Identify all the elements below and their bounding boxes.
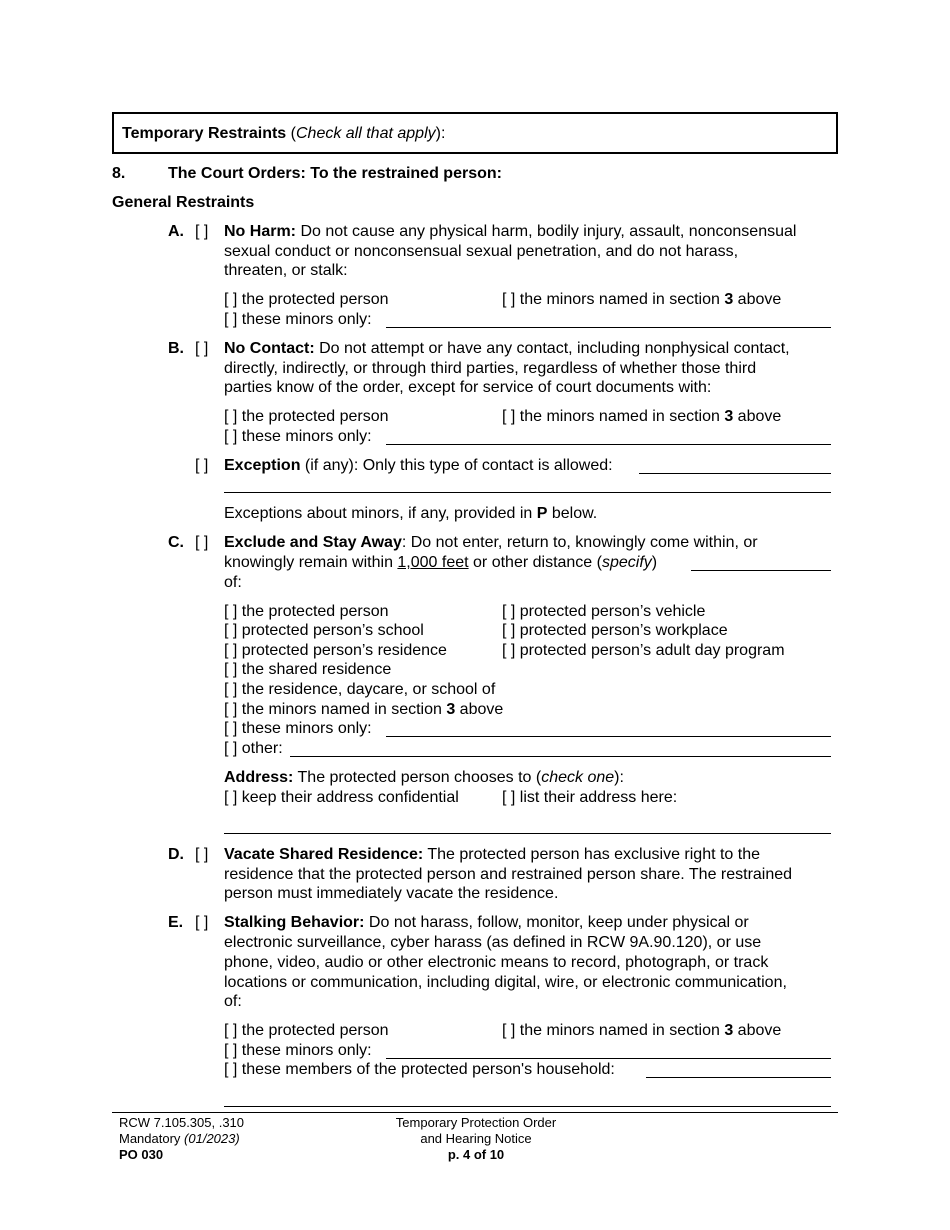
exclude-option-minors-section[interactable]: [ ] the minors named in section 3 above [224, 701, 504, 718]
no-contact-option-minors-section[interactable]: [ ] the minors named in section 3 above [502, 408, 782, 425]
address-field[interactable] [224, 833, 831, 834]
footer-rcw: RCW 7.105.305, .310 [119, 1115, 245, 1130]
exclude-option-shared-residence[interactable]: [ ] the shared residence [224, 661, 392, 678]
section-title: The Court Orders: To the restrained person: [168, 165, 502, 182]
no-harm-minors-field[interactable] [386, 327, 831, 328]
other-distance-field[interactable] [691, 570, 831, 571]
general-restraints-heading: General Restraints [112, 194, 255, 211]
stalking-text-5: of: [224, 993, 242, 1010]
address-text: Address: The protected person chooses to (check one): [224, 769, 624, 786]
temporary-restraints-heading: Temporary Restraints (Check all that apply): [122, 125, 446, 142]
footer-form-number: PO 030 [119, 1147, 164, 1162]
no-contact-option-protected-person[interactable]: [ ] the protected person [224, 408, 389, 425]
checkbox-vacate-residence[interactable]: [ ] [195, 846, 209, 863]
exclude-option-workplace[interactable]: [ ] protected person’s workplace [502, 622, 728, 639]
temporary-restraints-box [112, 112, 838, 154]
footer-title-1: Temporary Protection Order [395, 1115, 557, 1130]
item-letter-e: E. [168, 914, 184, 931]
stalking-household-field-line-2[interactable] [224, 1106, 831, 1107]
exclude-other-field[interactable] [290, 756, 831, 757]
exceptions-minors-note: Exceptions about minors, if any, provided in P below. [224, 505, 598, 522]
stalking-text-2: electronic surveillance, cyber harass (as defined in RCW 9A.90.120), or use [224, 934, 762, 951]
no-harm-text-3: threaten, or stalk: [224, 262, 348, 279]
footer-divider [112, 1112, 838, 1113]
stalking-household-field[interactable] [646, 1077, 831, 1078]
stalking-text-4: locations or communication, including digital, wire, or electronic communication, [224, 974, 787, 991]
no-contact-minors-field[interactable] [386, 444, 831, 445]
exception-field[interactable] [639, 473, 831, 474]
exclude-option-vehicle[interactable]: [ ] protected person’s vehicle [502, 603, 706, 620]
exception-field-line-2[interactable] [224, 492, 831, 493]
exclude-option-residence-daycare-school[interactable]: [ ] the residence, daycare, or school of [224, 681, 496, 698]
no-contact-text-3: parties know of the order, except for service of court documents with: [224, 379, 712, 396]
checkbox-exception[interactable]: [ ] [195, 457, 209, 474]
exception-text: Exception (if any): Only this type of contact is allowed: [224, 457, 613, 474]
exclude-option-these-minors[interactable]: [ ] these minors only: [224, 720, 372, 737]
exclude-option-adult-day-program[interactable]: [ ] protected person’s adult day program [502, 642, 785, 659]
no-contact-text-2: directly, indirectly, or through third parties, regardless of whether those third [224, 360, 757, 377]
stalking-option-household-members[interactable]: [ ] these members of the protected person's household: [224, 1061, 615, 1078]
exclude-minors-field[interactable] [386, 736, 831, 737]
no-harm-text-2: sexual conduct or nonconsensual sexual penetration, and do not harass, [224, 243, 739, 260]
checkbox-no-contact[interactable]: [ ] [195, 340, 209, 357]
checkbox-no-harm[interactable]: [ ] [195, 223, 209, 240]
stalking-option-these-minors[interactable]: [ ] these minors only: [224, 1042, 372, 1059]
vacate-text-3: person must immediately vacate the residence. [224, 885, 559, 902]
checkbox-exclude-stay-away[interactable]: [ ] [195, 534, 209, 551]
footer-title-2: and Hearing Notice [420, 1131, 532, 1146]
item-letter-c: C. [168, 534, 184, 551]
footer-mandatory: Mandatory (01/2023) [119, 1131, 240, 1146]
address-option-list[interactable]: [ ] list their address here: [502, 789, 678, 806]
vacate-text: Vacate Shared Residence: The protected person has exclusive right to the [224, 846, 761, 863]
stalking-text-3: phone, video, audio or other electronic means to record, photograph, or track [224, 954, 769, 971]
stalking-option-minors-section[interactable]: [ ] the minors named in section 3 above [502, 1022, 782, 1039]
exclude-text-2: knowingly remain within 1,000 feet or other distance (specify) [224, 554, 658, 571]
address-option-confidential[interactable]: [ ] keep their address confidential [224, 789, 459, 806]
exclude-option-protected-person[interactable]: [ ] the protected person [224, 603, 389, 620]
no-harm-option-protected-person[interactable]: [ ] the protected person [224, 291, 389, 308]
footer-page-number: p. 4 of 10 [447, 1147, 505, 1162]
no-contact-option-these-minors[interactable]: [ ] these minors only: [224, 428, 372, 445]
item-letter-a: A. [168, 223, 184, 240]
vacate-text-2: residence that the protected person and restrained person share. The restrained [224, 866, 793, 883]
stalking-option-protected-person[interactable]: [ ] the protected person [224, 1022, 389, 1039]
no-harm-option-these-minors[interactable]: [ ] these minors only: [224, 311, 372, 328]
stalking-text: Stalking Behavior: Do not harass, follow, monitor, keep under physical or [224, 914, 749, 931]
exclude-option-residence[interactable]: [ ] protected person’s residence [224, 642, 447, 659]
no-harm-text: No Harm: Do not cause any physical harm, bodily injury, assault, nonconsensual [224, 223, 797, 240]
exclude-text: Exclude and Stay Away: Do not enter, return to, knowingly come within, or [224, 534, 758, 551]
checkbox-stalking-behavior[interactable]: [ ] [195, 914, 209, 931]
exclude-text-3: of: [224, 574, 242, 591]
stalking-minors-field[interactable] [386, 1058, 831, 1059]
item-letter-b: B. [168, 340, 184, 357]
no-harm-option-minors-section[interactable]: [ ] the minors named in section 3 above [502, 291, 782, 308]
item-letter-d: D. [168, 846, 184, 863]
section-number: 8. [112, 165, 126, 182]
exclude-option-school[interactable]: [ ] protected person’s school [224, 622, 424, 639]
exclude-option-other[interactable]: [ ] other: [224, 740, 283, 757]
no-contact-text: No Contact: Do not attempt or have any contact, including nonphysical contact, [224, 340, 790, 357]
